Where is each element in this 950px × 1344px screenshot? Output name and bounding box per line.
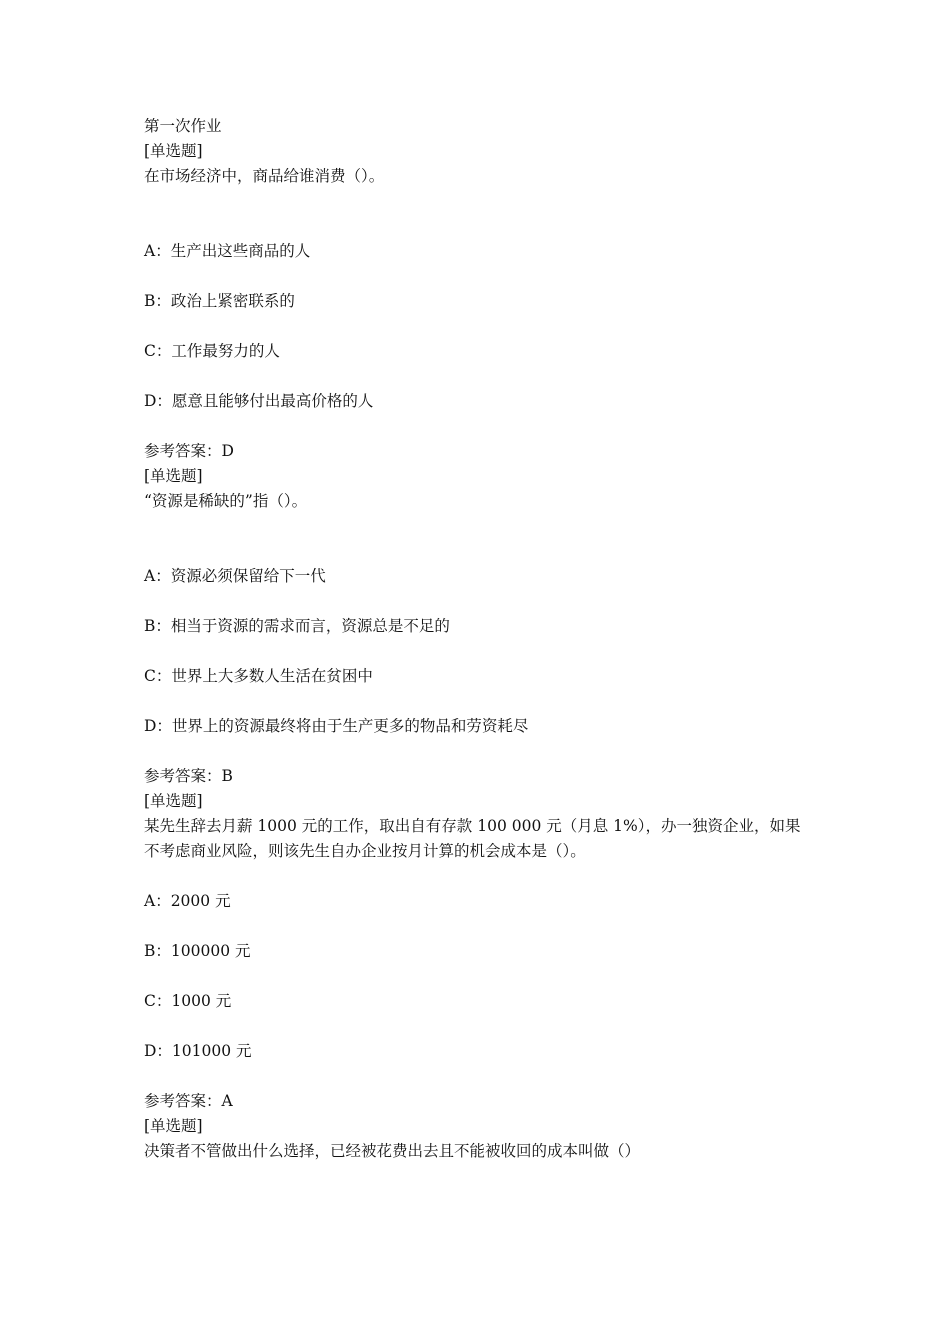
answer: 参考答案：A [144, 1092, 233, 1110]
question-stem: 在市场经济中，商品给谁消费（）。 [144, 167, 385, 185]
option-c: C：工作最努力的人 [144, 342, 280, 360]
document-page [144, 114, 814, 1164]
option-b: B：政治上紧密联系的 [144, 292, 295, 310]
option-d: D：101000 元 [144, 1042, 252, 1060]
answer: 参考答案：B [144, 767, 233, 785]
option-c: C：1000 元 [144, 992, 232, 1010]
option-a: A：资源必须保留给下一代 [144, 567, 326, 585]
question-4 [144, 1114, 814, 1164]
question-stem: “资源是稀缺的”指（）。 [144, 492, 308, 510]
option-a: A：2000 元 [144, 892, 231, 910]
question-stem: 决策者不管做出什么选择，已经被花费出去且不能被收回的成本叫做（） [144, 1142, 641, 1160]
question-stem: 某先生辞去月薪 1000 元的工作，取出自有存款 100 000 元（月息 1%），办一独资企业，如果不考虑商业风险，则该先生自办企业按月计算的机会成本是（）。 [144, 817, 801, 860]
question-type: [单选题] [144, 142, 203, 160]
option-d: D：愿意且能够付出最高价格的人 [144, 392, 374, 410]
option-b: B：100000 元 [144, 942, 251, 960]
option-c: C：世界上大多数人生活在贫困中 [144, 667, 373, 685]
question-type: [单选题] [144, 467, 203, 485]
document-title: 第一次作业 [144, 117, 222, 135]
question-1 [144, 139, 814, 464]
question-3 [144, 789, 814, 1114]
option-d: D：世界上的资源最终将由于生产更多的物品和劳资耗尽 [144, 717, 529, 735]
option-a: A：生产出这些商品的人 [144, 242, 311, 260]
question-2 [144, 464, 814, 789]
option-b: B：相当于资源的需求而言，资源总是不足的 [144, 617, 450, 635]
question-type: [单选题] [144, 792, 203, 810]
question-type: [单选题] [144, 1117, 203, 1135]
answer: 参考答案：D [144, 442, 234, 460]
